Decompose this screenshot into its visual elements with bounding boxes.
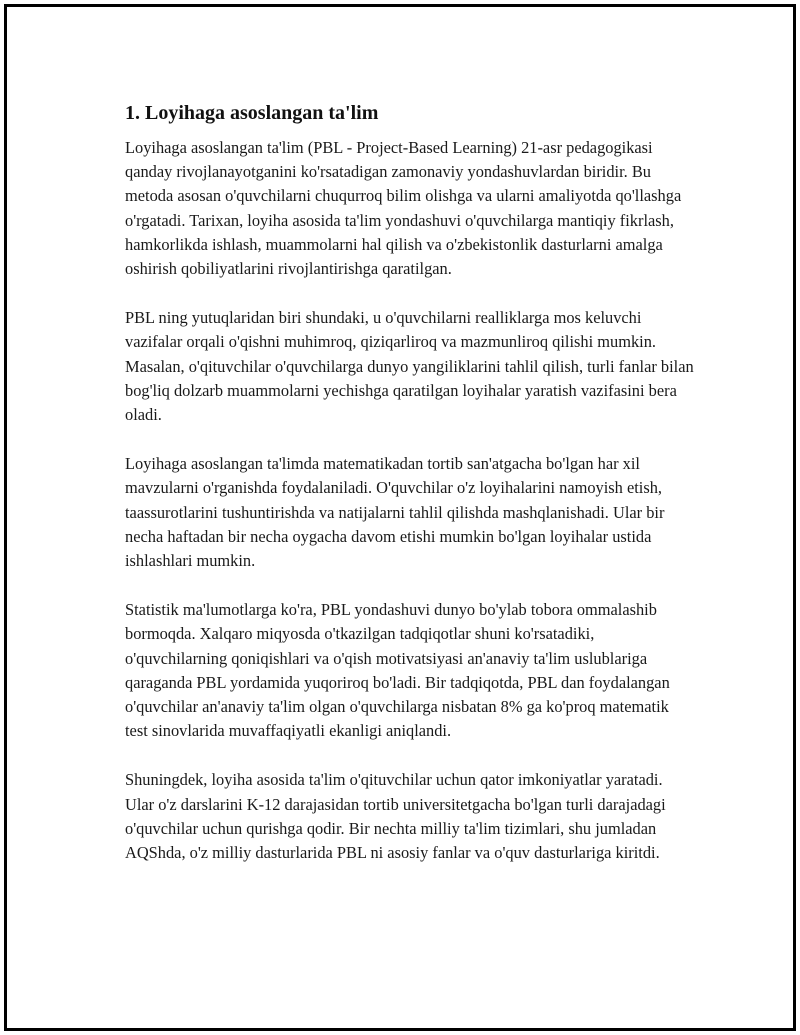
paragraph-intro: Loyihaga asoslangan ta'lim (PBL - Project-Based Learning) 21-asr pedagogikasi qanday rivojlanayotganini ko'rsatadigan zamonaviy yondashuvlardan biridir. Bu metoda asosan o'quvchilarni chuqurroq bilim olishga va ularni amaliyotda qo'llashga o'rgatadi. Tarixan, loyiha asosida ta'lim yondashuvi o'quvchilarga mantiqiy fikrlash, hamkorlikda ishlash, muammolarni hal qilish va o'zbekistonlik dasturlarni amalga oshirish qobiliyatlarini rivojlantirishga qaratilgan. (125, 138, 682, 279)
page-frame (4, 4, 796, 1031)
paragraph-opportunities: Shuningdek, loyiha asosida ta'lim o'qituvchilar uchun qator imkoniyatlar yaratadi. Ular o'z darslarini K-12 darajasidan tortib universitetgacha bo'lgan turli darajadagi o'quvchilar uchun qurishga qodir. Bir nechta milliy ta'lim tizimlari, shu jumladan AQShda, o'z milliy dasturlarida PBL ni asosiy fanlar va o'quv dasturlariga kiritdi. (125, 770, 666, 863)
paragraph-subjects: Loyihaga asoslangan ta'limda matematikadan tortib san'atgacha bo'lgan har xil mavzularni o'rganishda foydalaniladi. O'quvchilar o'z loyihalarini namoyish etish, taassurotlarini tushuntirishda va natijalarni tahlil qilishda mashqlanishadi. Ular bir necha haftadan bir necha oygacha davom etishi mumkin bo'lgan loyihalar ustida ishlashlari mumkin. (125, 454, 665, 571)
paragraph-statistics: Statistik ma'lumotlarga ko'ra, PBL yondashuvi dunyo bo'ylab tobora ommalashib bormoqda. Xalqaro miqyosda o'tkazilgan tadqiqotlar shuni ko'rsatadiki, o'quvchilarning qoniqishlari va o'qish motivatsiyasi an'anaviy ta'lim uslublariga qaraganda PBL yordamida yuqoriroq bo'ladi. Bir tadqiqotda, PBL dan foydalangan o'quvchilar an'anaviy ta'lim olgan o'quvchilarga nisbatan 8% ga ko'proq matematik test sinovlarida muvaffaqiyatli ekanligi aniqlandi. (125, 600, 670, 741)
document-body (125, 99, 695, 890)
paragraph-advantages: PBL ning yutuqlaridan biri shundaki, u o'quvchilarni realliklarga mos keluvchi vazifalar orqali o'qishni muhimroq, qiziqarliroq va mazmunliroq qilishi mumkin. Masalan, o'qituvchilar o'quvchilarga dunyo yangiliklarini tahlil qilish, turli fanlar bilan bog'liq dolzarb muammolarni yechishga qaratilgan loyihalar yaratish vazifasini bera oladi. (125, 308, 694, 425)
section-heading: 1. Loyihaga asoslangan ta'lim (125, 102, 379, 124)
